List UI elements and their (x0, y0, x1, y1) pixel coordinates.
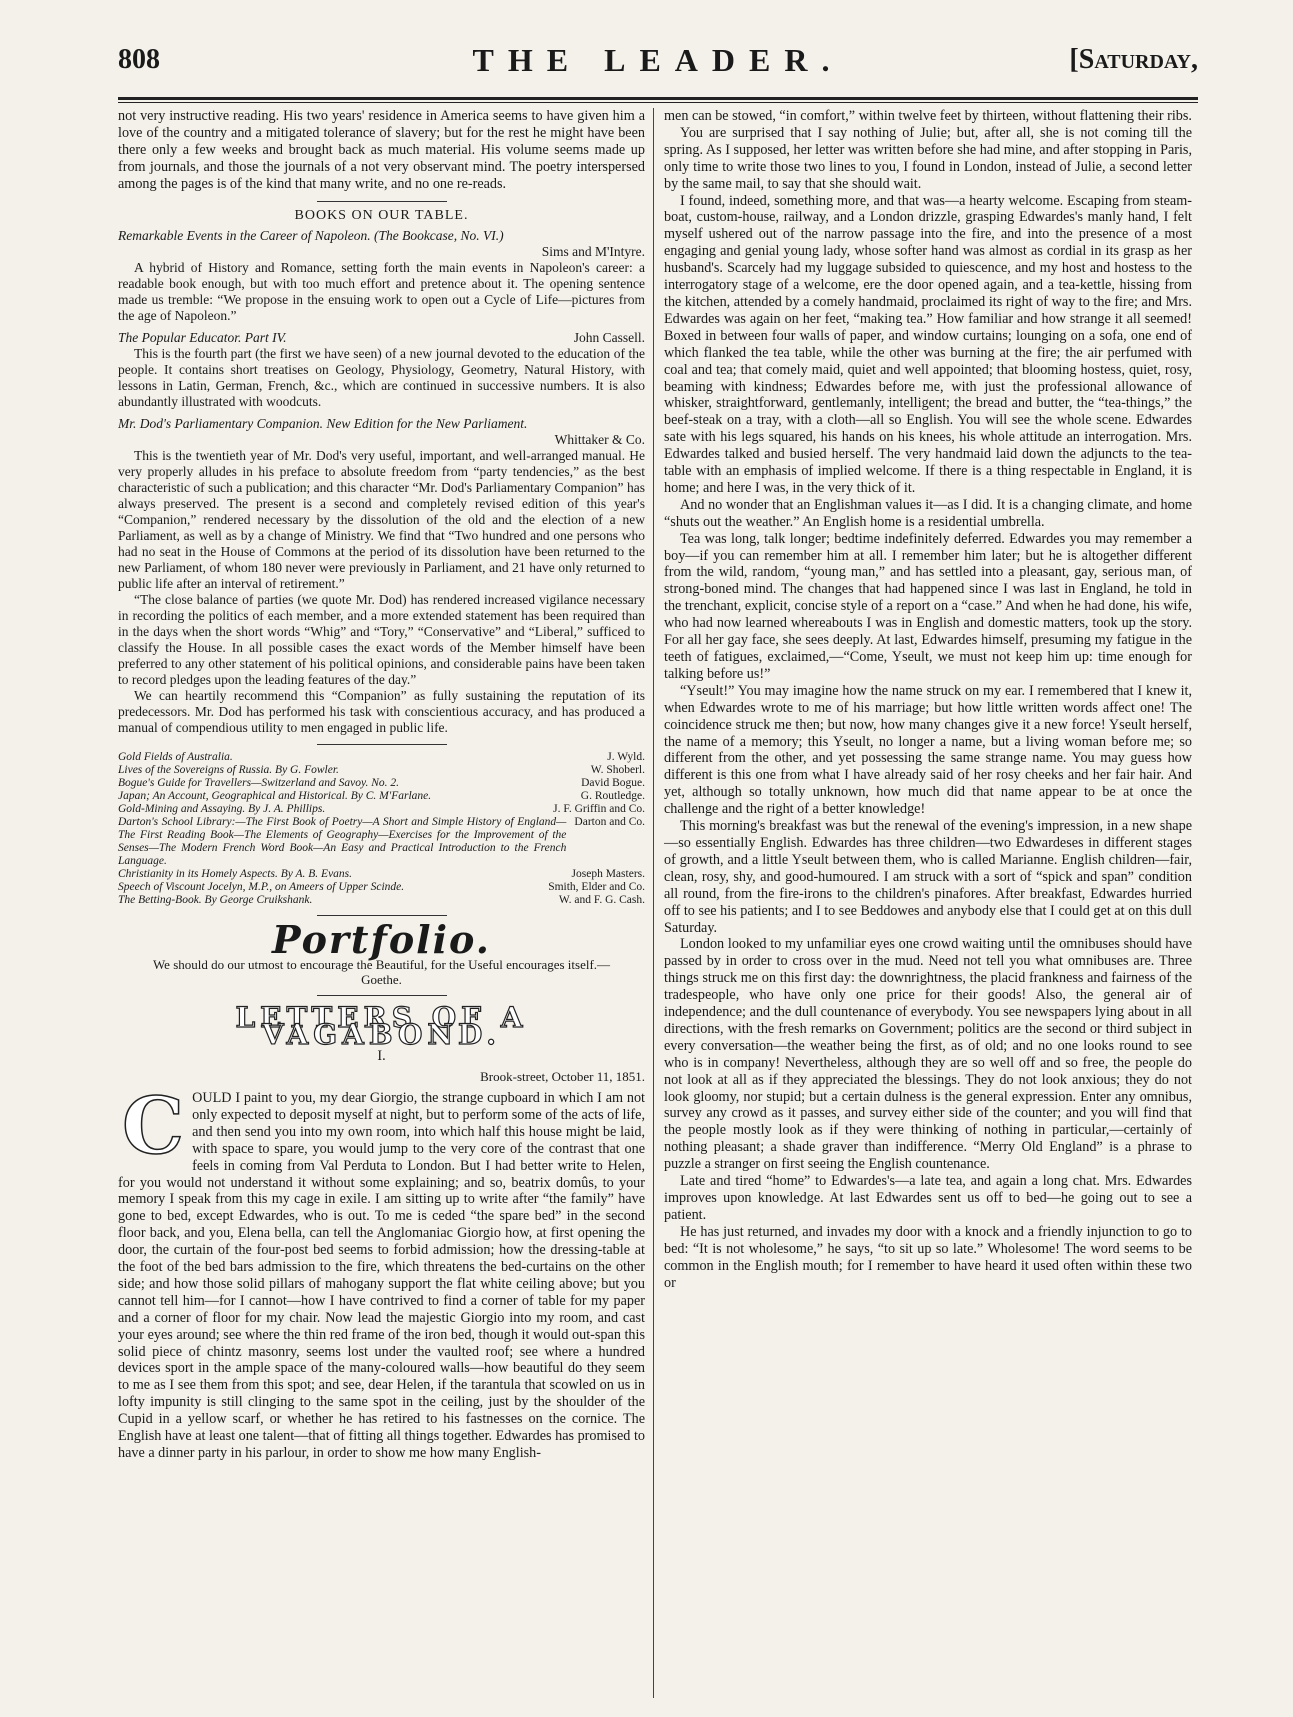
books-received-title: Gold-Mining and Assaying. By J. A. Phillips. (118, 803, 326, 816)
letter-paragraph: I found, indeed, something more, and that was—a hearty welcome. Escaping from steam-boat, custom-house, railway, and a London drizzle, grasping Edwardes's manly hand, I felt myself ushered out of the narrow passage into the fire, and into the presence of a most engaging and genial young lady, whose softer hand was almost as cordial in its grasp as her husband's. Scarcely had my luggage subsided to quiescence, and my host and hostess to the interrogatory stage of a welcome, ere the door opened again, and a tea-kettle, hissing from the kitchen, attended by a comely handmaid, proclaimed its right of way to the fire; and Mrs. Edwardes was again on her feet, “making tea.” How familiar and how strange it all seemed! Boxed in between four walls of paper, and window curtains; lounging on a sofa, one end of which flanked the tea table, while the other was burning at the fire; the air perfumed with coal and tea; that comely maid, quiet and well appointed; that blooming hostess, quiet, rosy, beaming with kindness; Edwardes before me, with just the professional allowance of whisker, straightforward, gentlemanly, intelligent; the bread and butter, the “tea-things,” the beef-steak on a tray, with a cloth—all so English. You will see the whole scene. Edwardes sate with his legs squared, his hands on his knees, his whole attitude an interrogation. Mrs. Edwardes talked and busied herself. The very handmaid laid down the adjuncts to the tea-table with an emphasis of implied welcome. If there is a thing respectable in England, it is home; and here I was, in the very thick of it. (664, 192, 1192, 496)
letter-paragraph: He has just returned, and invades my door with a knock and a friendly injunction to go to bed: “It is not wholesome,” he says, “to sit up so late.” Wholesome! The word seems to be common in the English mouth; for I remember to have heard it used often within these two or (664, 1223, 1192, 1291)
books-received-title: Speech of Viscount Jocelyn, M.P., on Ameers of Upper Scinde. (118, 881, 405, 894)
letters-title: LETTERS OF A VAGABOND. (235, 1001, 528, 1052)
masthead-rule (118, 97, 1198, 100)
books-heading: BOOKS ON OUR TABLE. (294, 207, 469, 223)
books-received-publisher: Joseph Masters. (571, 868, 645, 881)
book-publisher: Whittaker & Co. (554, 432, 645, 448)
letter-paragraph: “Yseult!” You may imagine how the name struck on my ear. I remembered that I knew it, when Edwardes wrote to me of his marriage; but how little written words affect one! The coincidence struck me then; but now, how many changes give it a new force! Yseult herself, the name of a memory; this Yseult, no longer a name, but a living woman before me; so different from the other, and yet possessing the same strange name. You may guess how different is this one from what I have already said of her rosy cheeks and her fair hair. And yet, although so totally unknown, how much did that name appear to be at once the challenge and the right of a better knowledge! (664, 682, 1192, 818)
newspaper-title: THE LEADER. (472, 42, 844, 78)
book-review-educator (118, 330, 645, 410)
books-received-title: Gold Fields of Australia. (118, 751, 233, 764)
books-received-item (118, 868, 645, 881)
book-review-text: “The close balance of parties (we quote Mr. Dod) has rendered increased vigilance necessary in recording the politics of each member, and a more extended statement has been required than in the days when the short words “Whig” and “Tory,” “Conservative” and “Liberal,” sufficed to classify the House. In all possible cases the exact words of the Member himself have been preferred to any other statement of his political opinions, and considerable pains have been taken to record pledges upon the leading features of the day.” (118, 592, 645, 688)
letter-paragraph: Tea was long, talk longer; bedtime indefinitely deferred. Edwardes you may remember a boy—if you can remember him at all. I remember him later; but he is altogether different from the wild, random, “young man,” and has settled into a pleasant, gay, serious man, of strong-boned mind. The changes that had happened since I was last in England, he told in the trenchant, explicit, concise style of a report on a “case.” And when he had done, his wife, who had now learned whereabouts I was in English and domestic matters, took up the story. For all her gay face, she sees deeply. At last, Edwardes himself, presuming my fatigue in the teeth of fatigues, exclaimed,—“Come, Yseult, we must not keep him up: time enough for talking before us!” (664, 530, 1192, 682)
book-review-dod (118, 416, 645, 736)
books-received-title: Christianity in its Homely Aspects. By A. B. Evans. (118, 868, 353, 881)
section-divider (317, 995, 447, 996)
book-title: Mr. Dod's Parliamentary Companion. New Edition for the New Parliament. (118, 416, 528, 432)
books-received-list (118, 751, 645, 907)
book-publisher: John Cassell. (573, 330, 645, 346)
letter-paragraph: This morning's breakfast was but the renewal of the evening's impression, in a new shape—so essentially English. Edwardes has three children—two Edwardeses in different stages of growth, and a little Yseult between them, who is called Marianne. English children—fair, clean, rosy, shy, and good-humoured. I am struck with a sort of “spick and span” condition all round, from the fire-irons to the children's pinafores. After breakfast, Edwardes hurried off to see his patients; and I to see Beddowes and anybody else that I could get at on this dull Saturday. (664, 818, 1192, 936)
books-received-item (118, 894, 645, 907)
issue-day: [Saturday, (1069, 44, 1198, 75)
left-column (118, 108, 645, 1698)
books-received-title: Bogue's Guide for Travellers—Switzerland and Savoy. No. 2. (118, 777, 400, 790)
letter-paragraph: men can be stowed, “in comfort,” within twelve feet by thirteen, without flattening their ribs. (664, 108, 1192, 124)
book-publisher: Sims and M'Intyre. (541, 244, 645, 260)
books-received-item (118, 790, 645, 803)
book-review-text: We can heartily recommend this “Companion” as fully sustaining the reputation of its predecessors. Mr. Dod has performed his task with conscientious accuracy, and has produced a manual of compendious utility to men engaged in public life. (118, 688, 645, 736)
books-received-item (118, 881, 645, 894)
letter-paragraph: And no wonder that an Englishman values it—as I did. It is a changing climate, and home “shuts out the weather.” An English home is a residential umbrella. (664, 496, 1192, 530)
intro-paragraph: not very instructive reading. His two years' residence in America seems to have given him a love of the country and a mitigated tolerance of slavery; but for the rest he might have been there only a few weeks and brought back as much material. His volume seems made up from journals, and those the journals of a not very observant mind. The poetry interspersed among the pages is of the kind that many write, and no one re-reads. (118, 108, 645, 192)
section-divider (317, 915, 447, 916)
section-divider (317, 201, 447, 202)
books-received-title: Darton's School Library:—The First Book of Poetry—A Short and Simple History of England— The First Reading Book—The Elements of Geography—Exercises for the Improvement of the Senses—The Modern French Word Book—An Easy and Practical Introduction to the French Language. (118, 816, 567, 868)
masthead-rule-thin (118, 102, 1198, 103)
books-received-item (118, 803, 645, 816)
books-received-item (118, 816, 645, 868)
book-review-text: This is the fourth part (the first we have seen) of a new journal devoted to the education of the people. It contains short treatises on Geology, Physiology, Geometry, Natural History, with lessons in Latin, German, French, &c., which are continued in successive numbers. It is also abundantly illustrated with woodcuts. (118, 346, 645, 410)
letter-text: OULD I paint to you, my dear Giorgio, the strange cupboard in which I am not only expected to deposit myself at night, but to perform some of the acts of life, and then send you into my own room, into which half this house might be laid, with space to spare, you would jump to the very core of the contrast that one feels in coming from Val Perduta to London. But I had better write to Helen, for you would not understand it without some explaining; and so, beatrix domûs, to your memory I speak from this my cage in exile. I am sitting up to write after “the family” have gone to bed, except Edwardes, who is out. To me is ceded “the spare bed” in the second floor back, and you, Elena bella, can tell the Anglomaniac Giorgio how, at first opening the door, the curtain of the four-post bed seems to forbid admission; how the dressing-table at the foot of the bed bars admission to the fire, which threatens the bed-curtains on the other side; and how those solid pillars of mahogany support the flat white ceiling above; but you cannot tell him—for I cannot—how I have contrived to find a corner of table for my paper and a corner of floor for my chair. Now lead the majestic Giorgio into my room, and cast your eyes around; see where the thin red frame of the iron bed, though it would out-span this solid piece of chintz masonry, seems lost under the vaulted roof; see where a hundred devices sport in the ample space of the many-coloured walls—how beautiful do they seem to me as I see them from this spot; and see, dear Helen, if the tarantula that scowled on us in lofty impunity is still clinging to the same spot in the ceiling, just by the shoulder of the Cupid in a yellow scarf, or whether he has retired to his fastnesses on the cornice. The English have at least one talent—that of fitting all things together. Edwardes has promised to have a dinner party in his parlour, in order to show me how many English- (118, 1089, 645, 1461)
letter-dateline: Brook-street, October 11, 1851. (480, 1069, 645, 1085)
drop-cap: C (122, 1080, 185, 1172)
letter-paragraph: Late and tired “home” to Edwardes's—a late tea, and again a long chat. Mrs. Edwardes improves upon knowledge. At last Edwardes sent us off to bed—he going out to see a patient. (664, 1173, 1192, 1223)
right-column (664, 108, 1192, 1698)
books-received-publisher: Smith, Elder and Co. (548, 881, 645, 894)
books-received-publisher: J. Wyld. (607, 751, 645, 764)
letter-number: I. (377, 1048, 386, 1065)
books-received-publisher: W. Shoberl. (590, 764, 645, 777)
books-received-item (118, 751, 645, 764)
books-received-publisher: G. Routledge. (580, 790, 645, 803)
book-review-text: A hybrid of History and Romance, setting forth the main events in Napoleon's career: a readable book enough, but with too much effort and pretence about it. The opening sentence made us tremble: “We propose in the ensuing work to open out a Cycle of Life—pictures from the age of Napoleon.” (118, 260, 645, 324)
goethe-motto: We should do our utmost to encourage the Beautiful, for the Useful encourages itself.—Goethe. (152, 957, 611, 988)
masthead (118, 44, 1198, 96)
books-received-title: The Betting-Book. By George Cruikshank. (118, 894, 313, 907)
book-review-text: This is the twentieth year of Mr. Dod's very useful, important, and well-arranged manual. He very properly alludes in his preface to absolute freedom from “party tendencies,” as the best characteristic of such a publication; and this character “Mr. Dod's Parliamentary Companion” has always preserved. The present is a second and completely revised edition of this year's “Companion,” rendered necessary by the dissolution of the old and the election of a new Parliament, as well as by a change of Ministry. We find that “Two hundred and one persons who had no seat in the House of Commons at the period of its dissolution have been returned to the new Parliament, of whom 180 never were previously in Parliament, and 21 have only returned to public life after an interval of retirement.” (118, 448, 645, 592)
books-received-item (118, 764, 645, 777)
column-divider (653, 108, 654, 1698)
books-received-publisher: W. and F. G. Cash. (558, 894, 645, 907)
books-received-publisher: Darton and Co. (574, 816, 645, 829)
book-title: Remarkable Events in the Career of Napoleon. (The Bookcase, No. VI.) (118, 228, 504, 244)
book-title: The Popular Educator. Part IV. (118, 330, 287, 346)
letter-paragraph: London looked to my unfamiliar eyes one crowd waiting until the omnibuses should have passed by in order to cross over in the mud. Need not tell you what omnibuses are. Three things struck me on this first day: the downrightness, the placid frankness and fairness of the tradespeople, who have only one price for their goods! Also, the general air of independence; and the dull countenance of everybody. You see newspapers lying about in all directions, with the fresh remarks on Government; politics are the second or third subject in every conversation—the weather being the first, as of old; and no one looks round to see who is in company! Nevertheless, although they are so well off and so free, the people do not look at all as if they appreciated the blessings. They do not look anxious; they do not look gloomy, nor stupid; but a certain dulness is the general expression. Enter any omnibus, survey any crowd as it passes, and survey either side of the counter; and you will find that the people mostly look as if they were thinking of nothing in particular,—certainly of nothing pleasant; a shade graver than indifference. “Merry Old England” is a phrase to puzzle a stranger on first seeing the English countenance. (664, 936, 1192, 1173)
section-divider (317, 744, 447, 745)
letter-paragraph: You are surprised that I say nothing of Julie; but, after all, she is not coming till the spring. As I supposed, her letter was written before she had mine, and after stopping in Paris, only time to write those two lines to you, I found in London, instead of Julie, a second letter by the same mail, to say that she should wait. (664, 124, 1192, 192)
books-received-title: Lives of the Sovereigns of Russia. By G. Fowler. (118, 764, 339, 777)
books-received-title: Japan; An Account, Geographical and Historical. By C. M'Farlane. (118, 790, 432, 803)
books-received-publisher: J. F. Griffin and Co. (553, 803, 645, 816)
portfolio-heading: Portfolio. (272, 917, 491, 963)
letter-paragraph (118, 1080, 645, 1462)
books-received-item (118, 777, 645, 790)
book-review-napoleon (118, 228, 645, 324)
books-received-publisher: David Bogue. (581, 777, 645, 790)
page-number: 808 (118, 44, 160, 75)
